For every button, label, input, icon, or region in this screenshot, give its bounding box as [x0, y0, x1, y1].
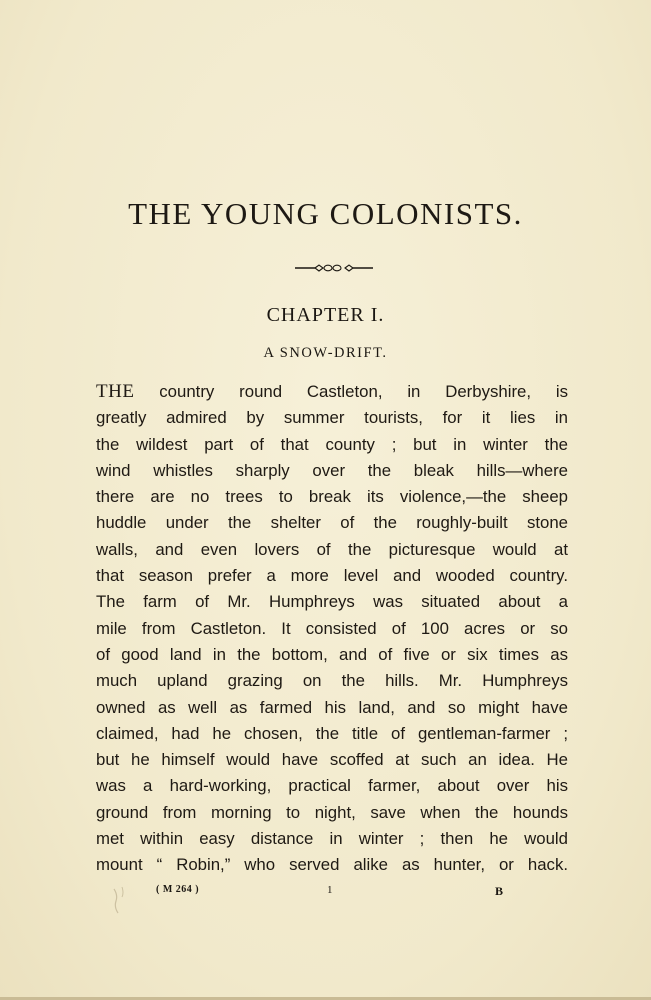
opening-word: THE: [96, 381, 135, 402]
body-line-text: country round Castleton, in Derbyshire, is: [134, 382, 568, 401]
body-line: of good land in the bottom, and of five or six times as: [96, 644, 568, 664]
chapter-heading: CHAPTER I.: [266, 304, 385, 326]
chapter-body: [96, 379, 568, 879]
body-line: walls, and even lovers of the picturesque would at: [96, 539, 568, 559]
body-line: was a hard-working, practical farmer, about over his: [96, 776, 568, 796]
gathering-letter: B: [495, 884, 504, 898]
body-line: [96, 379, 568, 405]
body-line: The farm of Mr. Humphreys was situated about a: [96, 592, 568, 612]
printer-signature-mark: ( M 264 ): [156, 884, 200, 895]
book-title: THE YOUNG COLONISTS.: [128, 196, 523, 231]
body-line: ground from morning to night, save when the hounds: [96, 802, 568, 822]
body-line: much upland grazing on the hills. Mr. Humphreys: [96, 671, 568, 691]
body-line: met within easy distance in winter ; then he would: [96, 829, 568, 849]
body-line: mount “ Robin,” who served alike as hunter, or hack.: [96, 855, 568, 875]
body-line: that season prefer a more level and wooded country.: [96, 566, 568, 586]
ink-smudge-icon: [110, 885, 132, 915]
body-line: there are no trees to break its violence,—the sheep: [96, 487, 568, 507]
page-number: 1: [327, 884, 333, 896]
ornament-rule-icon: [295, 262, 373, 274]
body-line: huddle under the shelter of the roughly-built stone: [96, 513, 568, 533]
chapter-subtitle: A SNOW-DRIFT.: [263, 345, 388, 361]
body-line: claimed, had he chosen, the title of gentleman-farmer ;: [96, 723, 568, 743]
body-line: mile from Castleton. It consisted of 100 acres or so: [96, 618, 568, 638]
body-line: owned as well as farmed his land, and so might have: [96, 697, 568, 717]
body-line: wind whistles sharply over the bleak hills—where: [96, 460, 568, 480]
body-line: the wildest part of that county ; but in winter the: [96, 434, 568, 454]
body-line: greatly admired by summer tourists, for it lies in: [96, 408, 568, 428]
body-line: but he himself would have scoffed at such an idea. He: [96, 750, 568, 770]
